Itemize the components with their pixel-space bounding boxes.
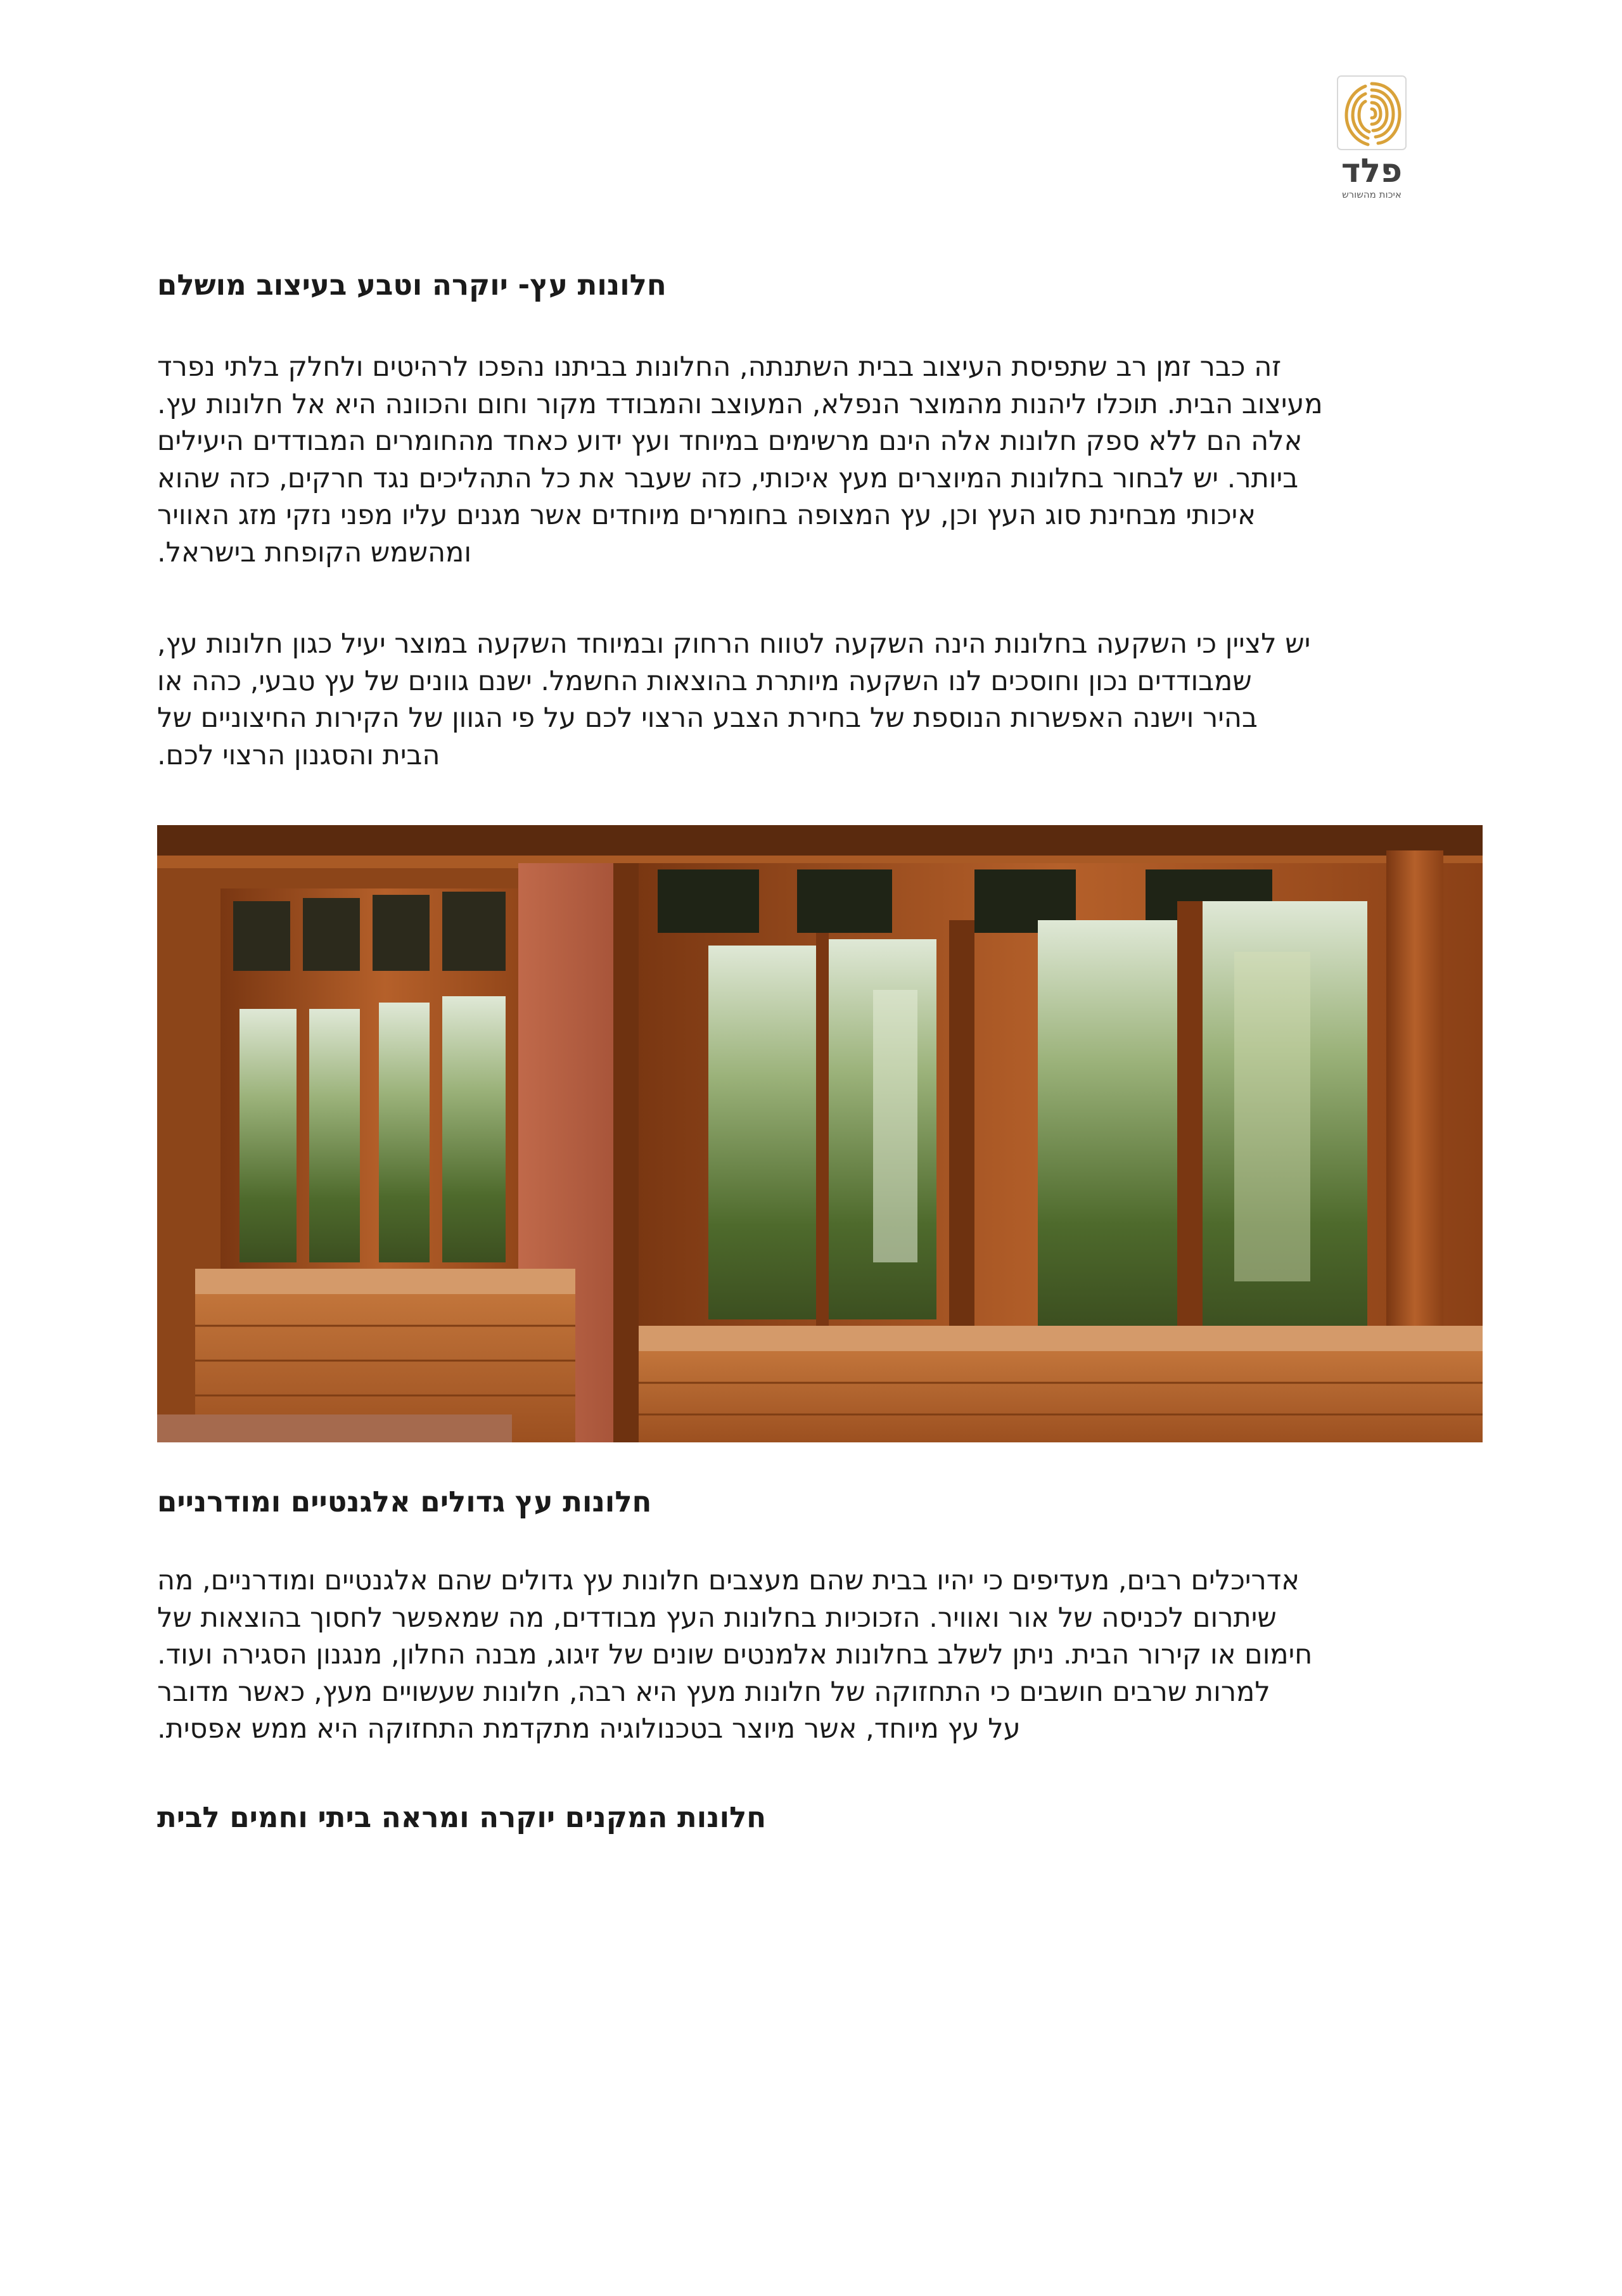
paragraph-3	[157, 1562, 1483, 1748]
paragraph-2	[157, 625, 1483, 774]
wooden-windows-photo	[157, 825, 1483, 1442]
heading-luxury-windows: חלונות המקנים יוקרה ומראה ביתי וחמים לבית	[157, 1800, 767, 1834]
logo-tagline: איכות מהשורש	[1342, 189, 1402, 200]
paragraph-1	[157, 349, 1483, 571]
paragraph-line: שמבודדים נכון וחוסכים לנו השקעה מיותרת בהוצאות החשמל. ישנם גוונים של עץ טבעי, כהה או	[157, 665, 1252, 697]
paragraph-line: למרות שרבים חושבים כי התחזוקה של חלונות מעץ היא רבה, חלונות שעשויים מעץ, כאשר מדובר	[157, 1676, 1270, 1708]
paragraph-line: מעיצוב הבית. תוכלו ליהנות מהמוצר הנפלא, המעוצב והמבודד מקור וחום והכוונה היא אל חלונות עץ.	[157, 388, 1323, 420]
logo-name: פלד	[1341, 152, 1403, 190]
section-heading-1	[157, 266, 1483, 304]
brand-logo	[1331, 75, 1413, 208]
wooden-windows-illustration	[157, 825, 1483, 1442]
section-heading-2	[157, 1483, 1483, 1521]
paragraph-line: חימום או קירור הבית. ניתן לשלב בחלונות אלמנטים שונים של זיגוג, מבנה החלון, מנגנון הסגירה ועוד.	[157, 1639, 1313, 1671]
paragraph-line: על עץ מיוחד, אשר מיוצר בטכנולוגיה מתקדמת התחזוקה היא ממש אפסית.	[157, 1713, 1021, 1745]
paragraph-line: הבית והסגנון הרצוי לכם.	[157, 739, 440, 771]
paragraph-line: אדריכלים רבים, מעדיפים כי יהיו בבית שהם מעצבים חלונות עץ גדולים שהם אלגנטיים ומודרניים, מה	[157, 1565, 1300, 1596]
section-heading-3	[157, 1799, 1483, 1837]
paragraph-line: בהיר וישנה האפשרות הנוספת של בחירת הצבע הרצוי לכם על פי הגוון של הקירות החיצוניים של	[157, 702, 1258, 734]
heading-large-windows: חלונות עץ גדולים אלגנטיים ומודרניים	[157, 1485, 652, 1518]
paragraph-line: ביותר. יש לבחור בחלונות המיוצרים מעץ איכותי, כזה שעבר את כל התהליכים נגד חרקים, כזה שהוא	[157, 462, 1299, 494]
paragraph-line: יש לציין כי השקעה בחלונות הינה השקעה לטווח הרחוק ובמיוחד השקעה במוצר יעיל כגון חלונות עץ,	[157, 628, 1311, 660]
heading-wood-windows: חלונות עץ- יוקרה וטבע בעיצוב מושלם	[157, 268, 667, 302]
paragraph-line: זה כבר זמן רב שתפיסת העיצוב בבית השתנתה, החלונות בביתנו נהפכו לרהיטים ולחלק בלתי נפרד	[157, 351, 1282, 383]
paragraph-line: שיתרום לכניסה של אור ואוויר. הזכוכיות בחלונות העץ מבודדים, מה שמאפשר לחסוך בהוצאות של	[157, 1601, 1277, 1634]
paragraph-line: ומהשמש הקופחת בישראל.	[157, 536, 472, 568]
fingerprint-logo-icon	[1336, 75, 1407, 151]
paragraph-line: איכותי מבחינת סוג העץ וכן, עץ המצופה בחומרים מיוחדים אשר מגנים עליו מפני נזקי מזג האוויר	[157, 499, 1256, 531]
paragraph-line: אלה הם ללא ספק חלונות אלה הינם מרשימים במיוחד ועץ ידוע כאחד מהחומרים המבודדים היעילים	[157, 425, 1303, 457]
